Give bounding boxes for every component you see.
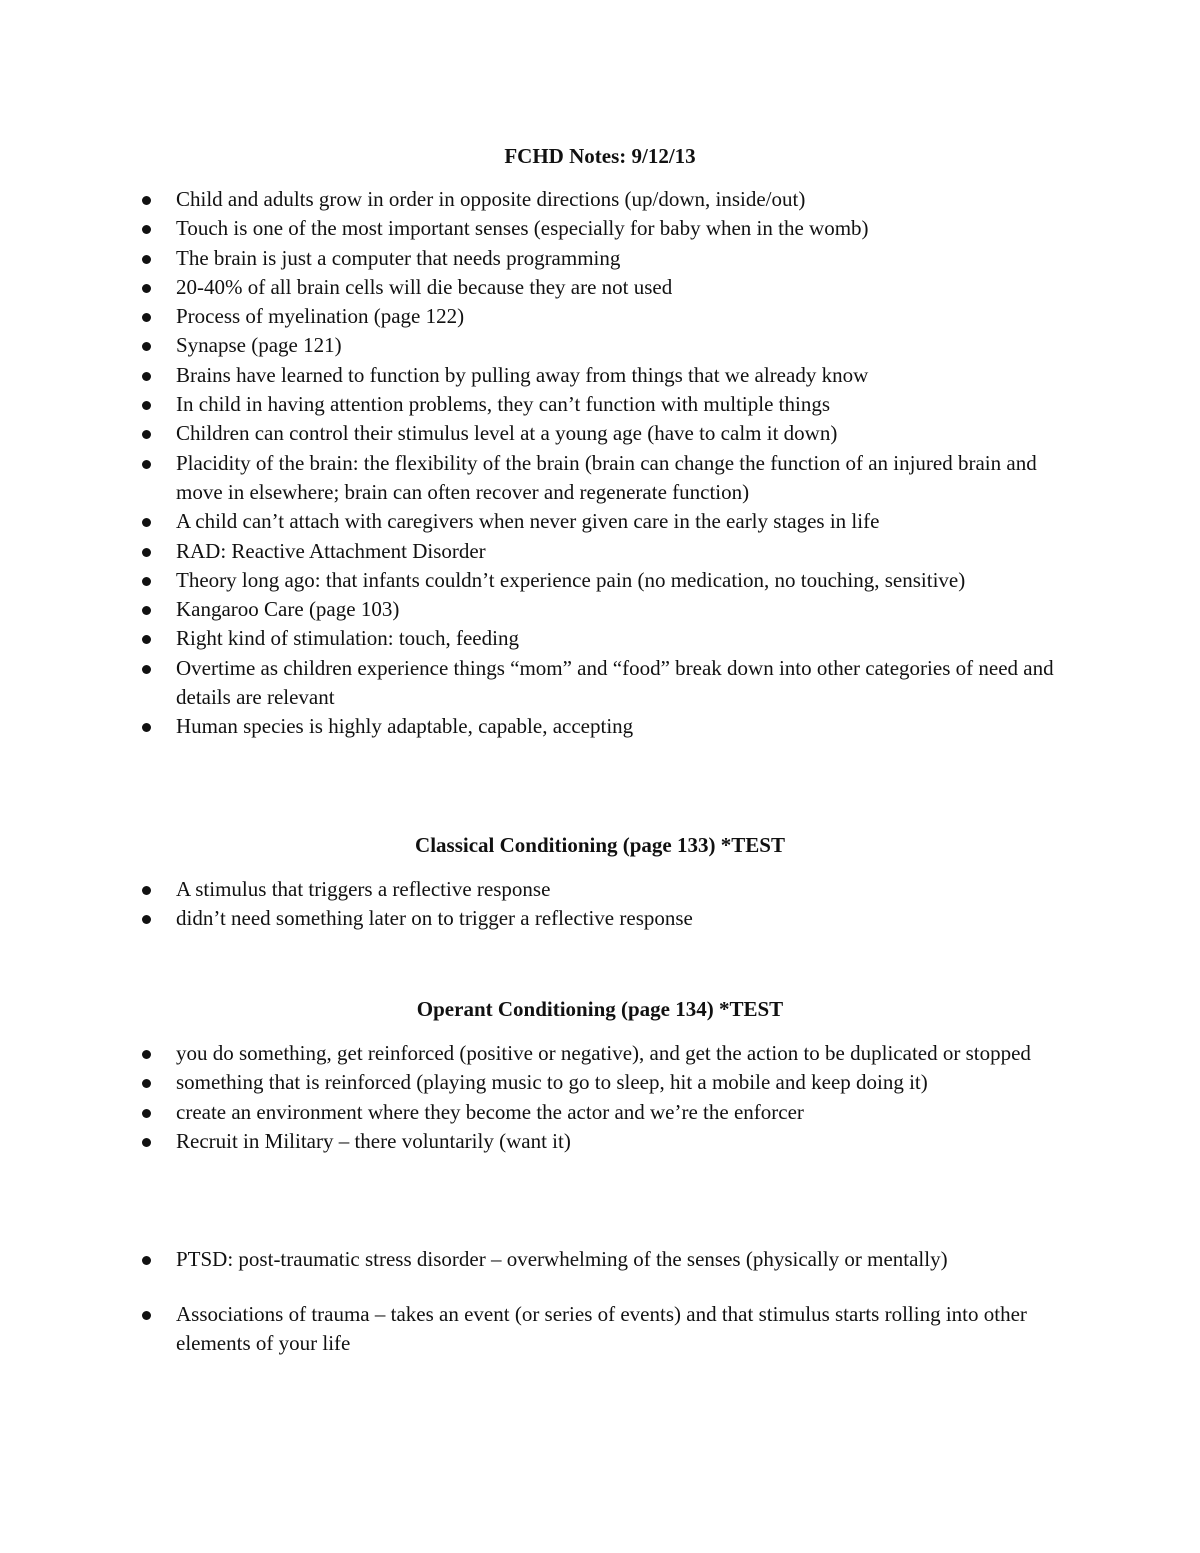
- bullet-icon: [142, 1256, 151, 1265]
- bullet-icon: [142, 635, 151, 644]
- section-heading-operant: Operant Conditioning (page 134) *TEST: [416, 997, 784, 1021]
- bullet-icon: [142, 460, 151, 469]
- bullet-icon: [142, 886, 151, 895]
- list-item: Recruit in Military – there voluntarily (want it): [0, 1127, 1076, 1156]
- list-item: Synapse (page 121): [0, 331, 1076, 360]
- list-item: Theory long ago: that infants couldn’t experience pain (no medication, no touching, sensitive): [0, 566, 1076, 595]
- list-item: Child and adults grow in order in opposite directions (up/down, inside/out): [0, 185, 1076, 214]
- bullet-icon: [142, 606, 151, 615]
- bullet-icon: [142, 372, 151, 381]
- bullet-icon: [142, 548, 151, 557]
- ptsd-note-list: [0, 1245, 1076, 1274]
- list-item: Kangaroo Care (page 103): [0, 595, 1076, 624]
- bullet-icon: [142, 518, 151, 527]
- trauma-note-list: [0, 1300, 1076, 1359]
- bullet-icon: [142, 401, 151, 410]
- intro-notes-list: [0, 185, 1076, 742]
- list-item: RAD: Reactive Attachment Disorder: [0, 537, 1076, 566]
- list-item: Human species is highly adaptable, capable, accepting: [0, 712, 1076, 741]
- bullet-icon: [142, 1079, 151, 1088]
- bullet-icon: [142, 430, 151, 439]
- bullet-icon: [142, 1109, 151, 1118]
- bullet-icon: [142, 1138, 151, 1147]
- bullet-icon: [142, 723, 151, 732]
- page-title: FCHD Notes: 9/12/13: [504, 144, 696, 168]
- list-item: PTSD: post-traumatic stress disorder – overwhelming of the senses (physically or mentally): [0, 1245, 1076, 1274]
- list-item: Overtime as children experience things “mom” and “food” break down into other categories of need and details are relevant: [0, 654, 1076, 713]
- bullet-icon: [142, 665, 151, 674]
- list-item: The brain is just a computer that needs programming: [0, 244, 1076, 273]
- bullet-icon: [142, 1311, 151, 1320]
- list-item: Right kind of stimulation: touch, feeding: [0, 624, 1076, 653]
- bullet-icon: [142, 342, 151, 351]
- bullet-icon: [142, 196, 151, 205]
- bullet-icon: [142, 225, 151, 234]
- bullet-icon: [142, 577, 151, 586]
- list-item: you do something, get reinforced (positive or negative), and get the action to be duplicated or stopped: [0, 1039, 1076, 1068]
- list-item: In child in having attention problems, they can’t function with multiple things: [0, 390, 1076, 419]
- bullet-icon: [142, 255, 151, 264]
- operant-notes-list: [0, 1039, 1076, 1156]
- bullet-icon: [142, 284, 151, 293]
- list-item: Process of myelination (page 122): [0, 302, 1076, 331]
- classical-notes-list: [0, 875, 1076, 934]
- list-item: Placidity of the brain: the flexibility of the brain (brain can change the function of an injured brain and move in elsewhere; brain can often recover and regenerate function): [0, 449, 1076, 508]
- list-item: 20-40% of all brain cells will die because they are not used: [0, 273, 1076, 302]
- list-item: A stimulus that triggers a reflective response: [0, 875, 1076, 904]
- list-item: Touch is one of the most important senses (especially for baby when in the womb): [0, 214, 1076, 243]
- bullet-icon: [142, 313, 151, 322]
- bullet-icon: [142, 915, 151, 924]
- list-item: didn’t need something later on to trigger a reflective response: [0, 904, 1076, 933]
- list-item: create an environment where they become the actor and we’re the enforcer: [0, 1098, 1076, 1127]
- section-heading-classical: Classical Conditioning (page 133) *TEST: [415, 833, 785, 857]
- list-item: something that is reinforced (playing music to go to sleep, hit a mobile and keep doing it): [0, 1068, 1076, 1097]
- list-item: A child can’t attach with caregivers when never given care in the early stages in life: [0, 507, 1076, 536]
- list-item: Children can control their stimulus level at a young age (have to calm it down): [0, 419, 1076, 448]
- list-item: Associations of trauma – takes an event (or series of events) and that stimulus starts rolling into other elements of your life: [0, 1300, 1076, 1359]
- list-item: Brains have learned to function by pulling away from things that we already know: [0, 361, 1076, 390]
- bullet-icon: [142, 1050, 151, 1059]
